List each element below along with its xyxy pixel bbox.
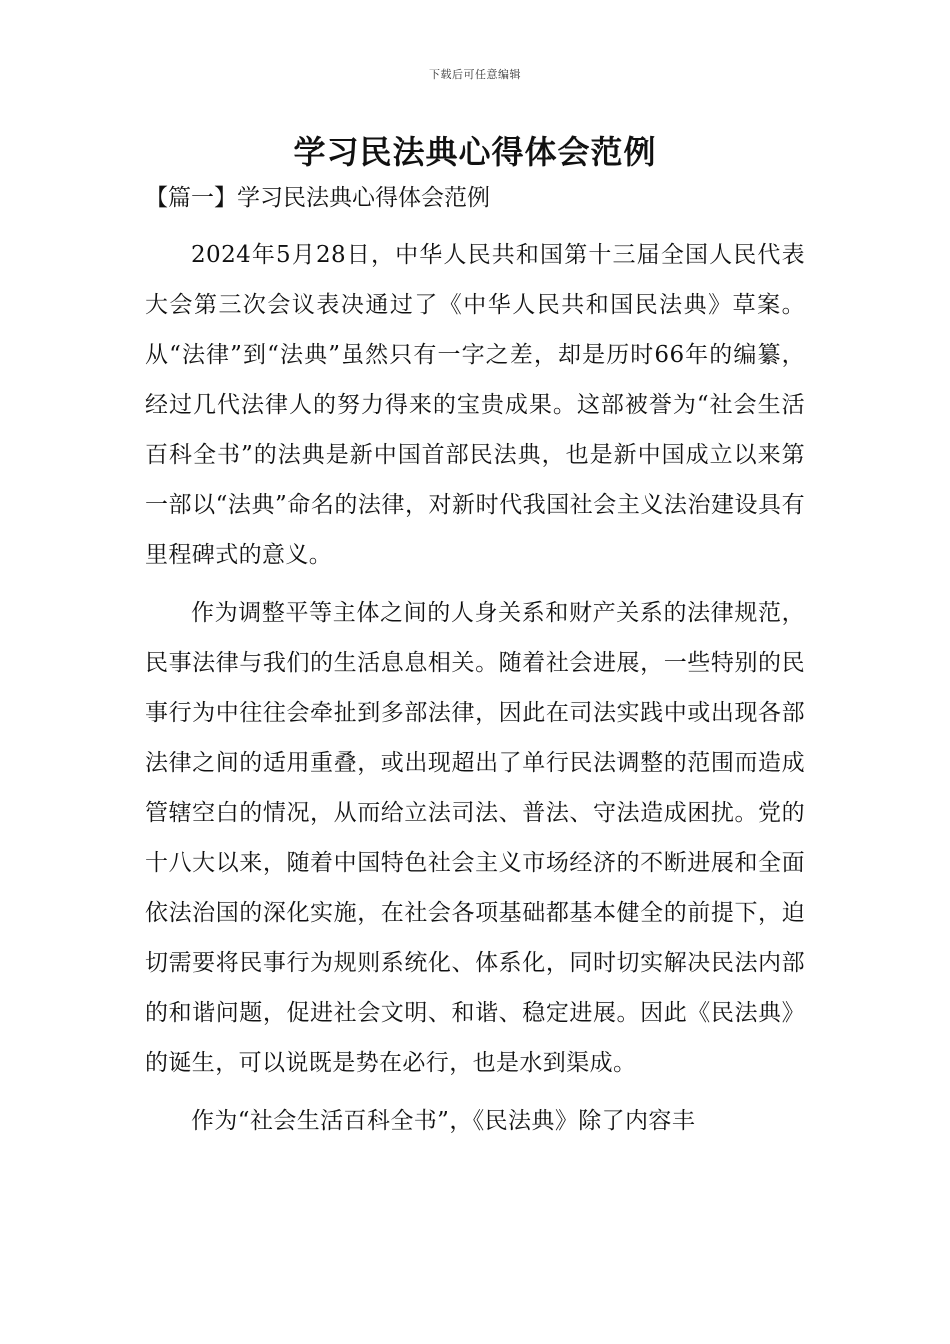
document-body bbox=[145, 230, 805, 1146]
paragraph-1: 2024年5月28日，中华人民共和国第十三届全国人民代表大会第三次会议表决通过了《中华人民共和国民法典》草案。从“法律”到“法典”虽然只有一字之差，却是历时66年的编纂，经过几代法律人的努力得来的宝贵成果。这部被誉为“社会生活百科全书”的法典是新中国首部民法典，也是新中国成立以来第一部以“法典”命名的法律，对新时代我国社会主义法治建设具有里程碑式的意义。 bbox=[145, 242, 805, 568]
paragraph-3: 作为“社会生活百科全书”，《民法典》除了内容丰 bbox=[191, 1108, 696, 1134]
paragraph-2: 作为调整平等主体之间的人身关系和财产关系的法律规范，民事法律与我们的生活息息相关。随着社会进展，一些特别的民事行为中往往会牵扯到多部法律，因此在司法实践中或出现各部法律之间的适用重叠，或出现超出了单行民法调整的范围而造成管辖空白的情况，从而给立法司法、普法、守法造成困扰。党的十八大以来，随着中国特色社会主义市场经济的不断进展和全面依法治国的深化实施，在社会各项基础都基本健全的前提下，迫切需要将民事行为规则系统化、体系化，同时切实解决民法内部的和谐问题，促进社会文明、和谐、稳定进展。因此《民法典》的诞生，可以说既是势在必行，也是水到渠成。 bbox=[145, 600, 805, 1076]
header-note: 下载后可任意编辑 bbox=[429, 68, 521, 81]
document-title: 学习民法典心得体会范例 bbox=[293, 133, 657, 171]
section-heading: 【篇一】学习民法典心得体会范例 bbox=[145, 185, 490, 211]
